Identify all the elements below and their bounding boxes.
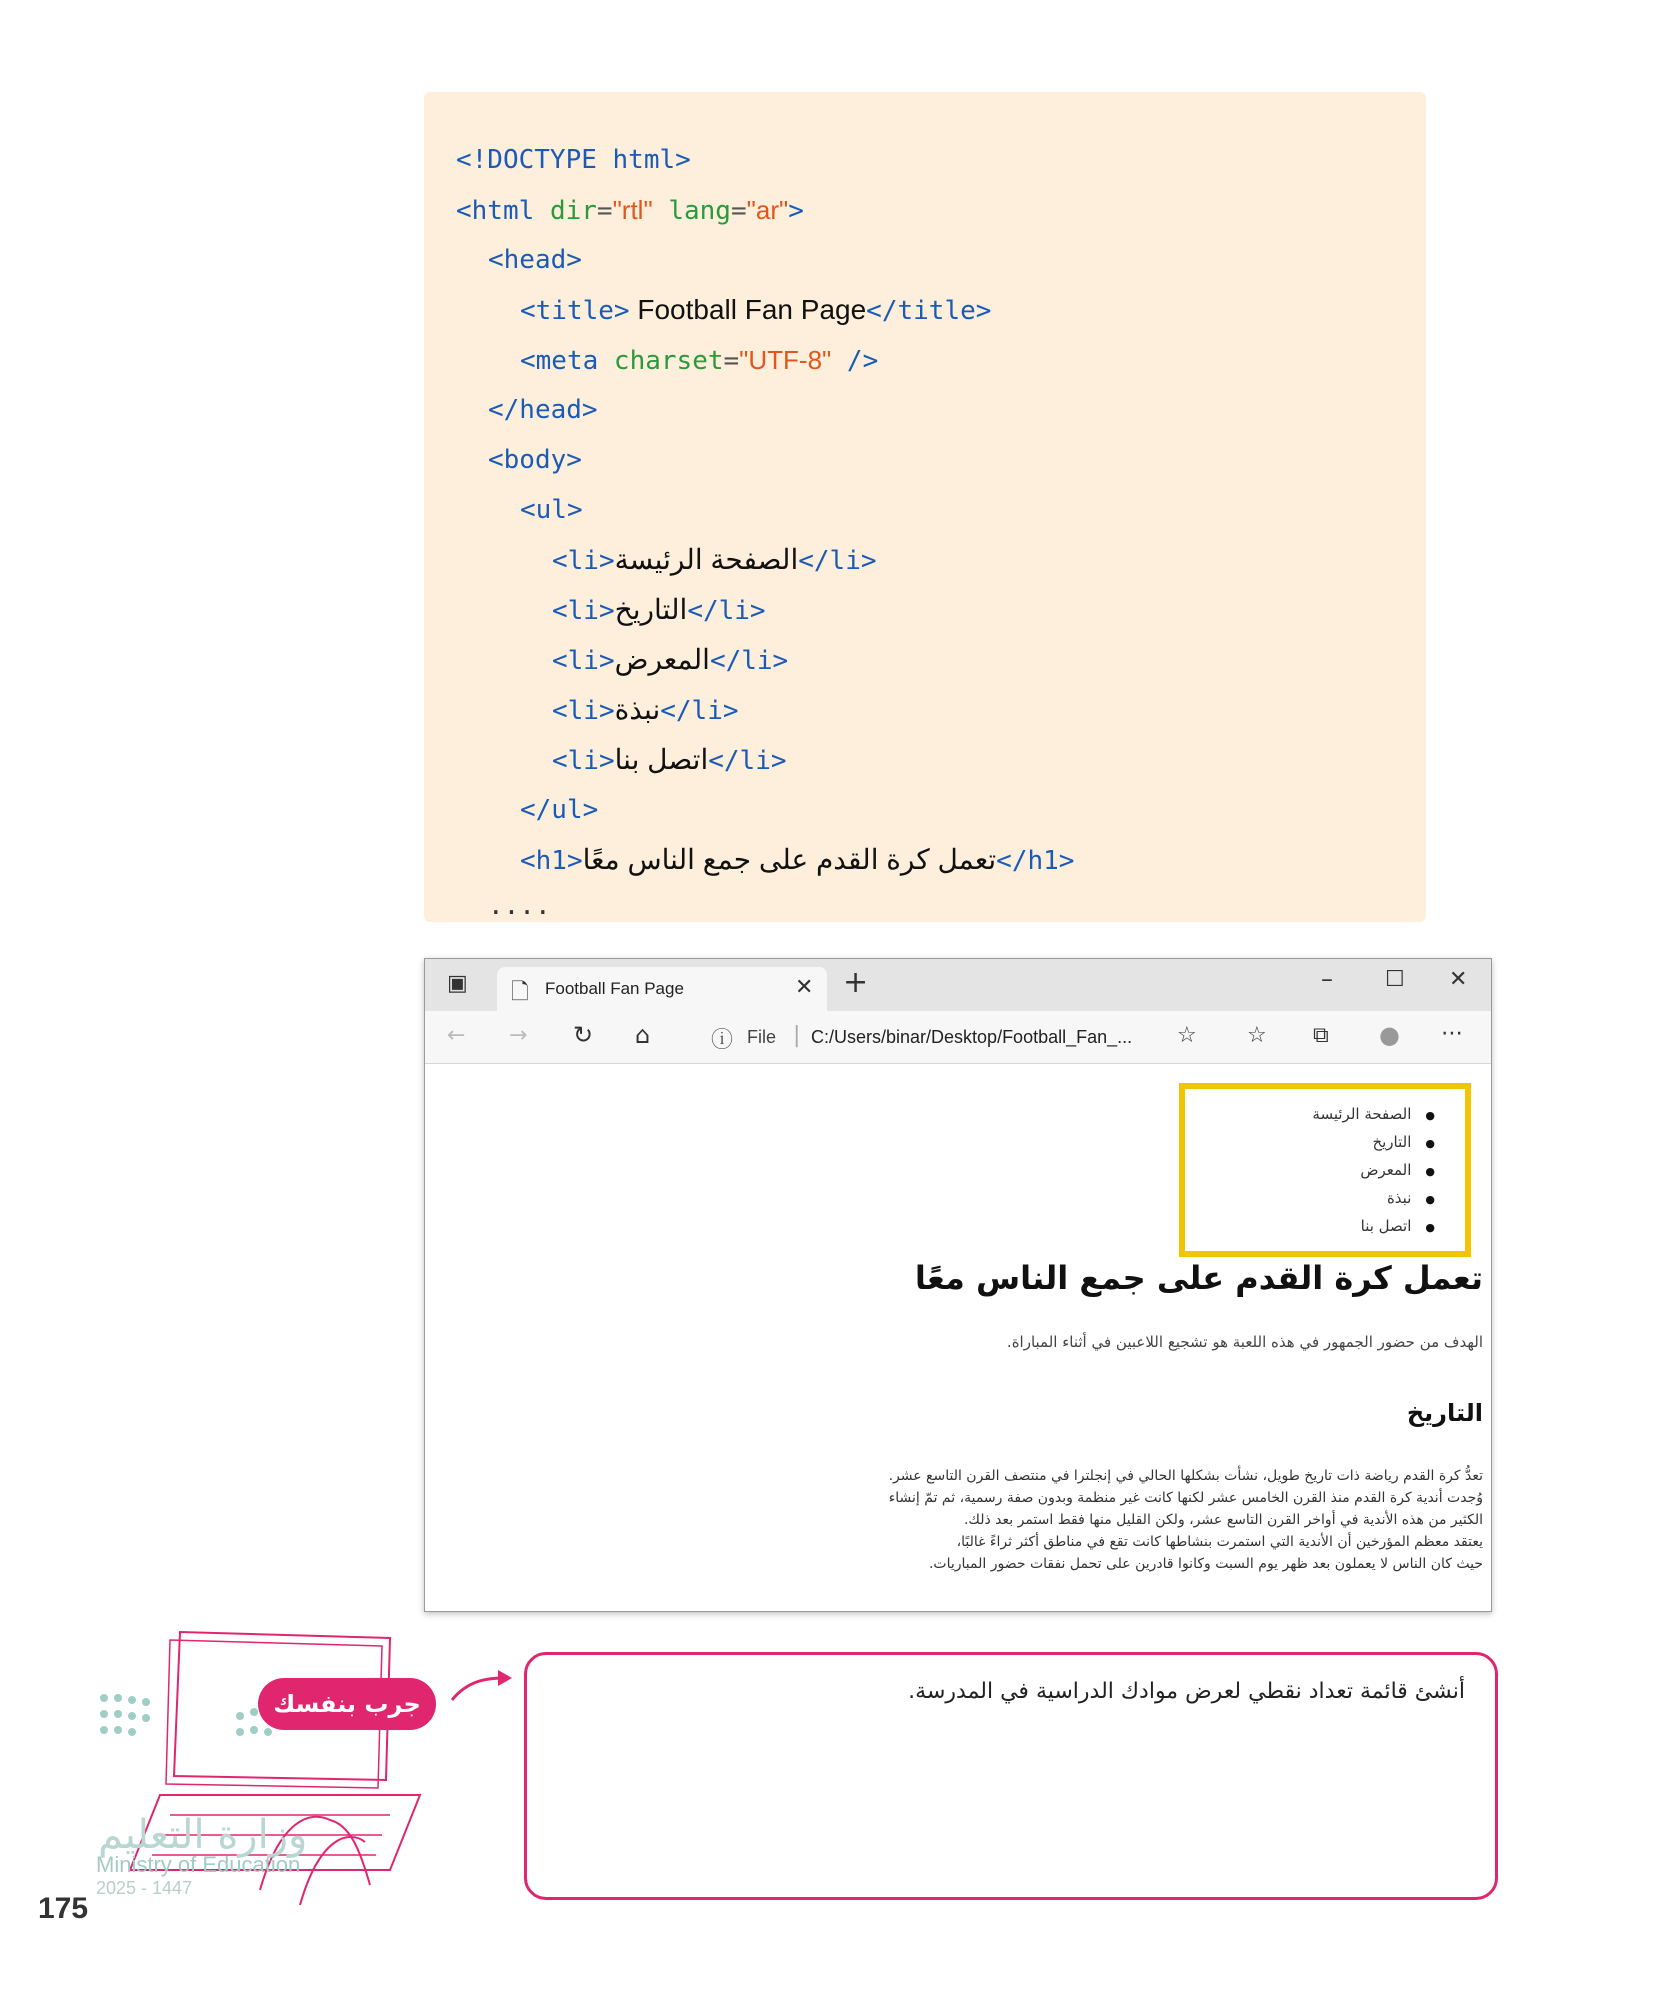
- code-line-li: <li>المعرض</li>: [552, 644, 789, 676]
- history-line: وُجدت أندية كرة القدم منذ القرن الخامس عشر لكنها كانت غير منظمة وبدون صفة رسمية، ثم تمّ إنشاء: [888, 1490, 1483, 1506]
- code-block: [424, 92, 1426, 922]
- minimize-icon[interactable]: –: [1321, 965, 1333, 993]
- history-paragraph: [723, 1465, 1483, 1575]
- code-line-head-close: </head>: [488, 395, 598, 425]
- favorites-icon[interactable]: ☆: [1247, 1023, 1267, 1048]
- page-number: 175: [38, 1892, 89, 1925]
- close-window-icon[interactable]: ✕: [1449, 967, 1468, 992]
- add-favorite-icon[interactable]: ☆: [1177, 1023, 1197, 1048]
- ministry-year: 2025 - 1447: [96, 1878, 193, 1898]
- collections-icon[interactable]: ⧉: [1313, 1023, 1329, 1048]
- tab-actions-icon[interactable]: ▣: [447, 971, 468, 996]
- code-line-doctype: <!DOCTYPE html>: [456, 145, 691, 175]
- nav-list: [1312, 1101, 1435, 1241]
- ministry-logo-english: Ministry of Education: [96, 1852, 301, 1877]
- info-icon[interactable]: ⓘ: [711, 1028, 734, 1053]
- address-bar: [425, 1011, 1491, 1064]
- arrow-icon: [448, 1666, 518, 1706]
- nav-item-gallery: ● المعرض: [1312, 1157, 1435, 1185]
- exercise-instruction: أنشئ قائمة تعداد نقطي لعرض موادك الدراسية في المدرسة.: [908, 1679, 1465, 1704]
- history-line: الكثير من هذه الأندية في أواخر القرن التاسع عشر، ولكن القليل منها فقط استمر بعد ذلك.: [963, 1512, 1483, 1528]
- intro-paragraph: الهدف من حضور الجمهور في هذه اللعبة هو تشجيع اللاعبين في أثناء المباراة.: [1006, 1333, 1483, 1351]
- separator: |: [793, 1023, 801, 1048]
- code-line-ellipsis: ....: [488, 891, 551, 921]
- code-line-li: <li>اتصل بنا</li>: [552, 744, 787, 776]
- code-line-ul-close: </ul>: [520, 795, 599, 825]
- ministry-logo-arabic: وزارة التعليم: [98, 1812, 308, 1858]
- exercise-box: [524, 1652, 1498, 1900]
- code-line-html: <html dir="rtl" lang="ar">: [456, 195, 804, 226]
- nav-item-contact: ● اتصل بنا: [1312, 1213, 1435, 1241]
- page-heading: تعمل كرة القدم على جمع الناس معًا: [914, 1259, 1483, 1297]
- tab-bar: [425, 959, 1491, 1011]
- code-line-h1: <h1>تعمل كرة القدم على جمع الناس معًا</h1>: [520, 844, 1075, 876]
- code-line-head-open: <head>: [488, 245, 582, 275]
- more-icon[interactable]: ⋯: [1441, 1021, 1463, 1046]
- code-line-li: <li>نبذة</li>: [552, 694, 739, 726]
- close-tab-icon[interactable]: ✕: [795, 975, 814, 1000]
- tab-title: Football Fan Page: [545, 979, 684, 998]
- browser-tab[interactable]: [497, 967, 827, 1011]
- browser-window: [424, 958, 1492, 1612]
- profile-icon[interactable]: ●: [1379, 1021, 1400, 1049]
- history-line: يعتقد معظم المؤرخين أن الأندية التي استمرت بنشاطها كانت تقع في مناطق أكثر ثراءً غالبًا،: [956, 1534, 1483, 1550]
- maximize-icon[interactable]: ☐: [1385, 967, 1405, 992]
- history-line: حيث كان الناس لا يعملون بعد ظهر يوم السبت وكانوا قادرين على تحمل نفقات حضور المباريات.: [928, 1556, 1483, 1572]
- code-line-ul-open: <ul>: [520, 495, 583, 525]
- home-icon[interactable]: ⌂: [635, 1021, 651, 1049]
- new-tab-icon[interactable]: +: [843, 965, 869, 1000]
- nav-item-history: ● التاريخ: [1312, 1129, 1435, 1157]
- nav-item-about: ● نبذة: [1312, 1185, 1435, 1213]
- code-line-li: <li>التاريخ</li>: [552, 594, 766, 626]
- code-line-meta: <meta charset="UTF-8" />: [520, 345, 879, 376]
- file-label: File: [747, 1027, 777, 1047]
- history-heading: التاريخ: [1406, 1399, 1483, 1427]
- url-field[interactable]: C:/Users/binar/Desktop/Football_Fan_...: [811, 1027, 1133, 1047]
- refresh-icon[interactable]: ↻: [573, 1021, 594, 1049]
- code-line-li: <li>الصفحة الرئيسة</li>: [552, 544, 877, 576]
- back-icon[interactable]: ←: [447, 1023, 466, 1048]
- page-icon: 🗋: [511, 980, 529, 1005]
- try-yourself-badge: جرب بنفسك: [258, 1678, 436, 1730]
- nav-item-home: ● الصفحة الرئيسة: [1312, 1101, 1435, 1129]
- code-line-title: <title> Football Fan Page</title>: [520, 294, 992, 326]
- nav-list-highlight: [1179, 1083, 1471, 1257]
- code-line-body-open: <body>: [488, 445, 582, 475]
- history-line: تعدُّ كرة القدم رياضة ذات تاريخ طويل، نشأت بشكلها الحالي في إنجلترا في منتصف القرن التاسع عشر.: [888, 1468, 1483, 1484]
- forward-icon[interactable]: →: [509, 1023, 528, 1048]
